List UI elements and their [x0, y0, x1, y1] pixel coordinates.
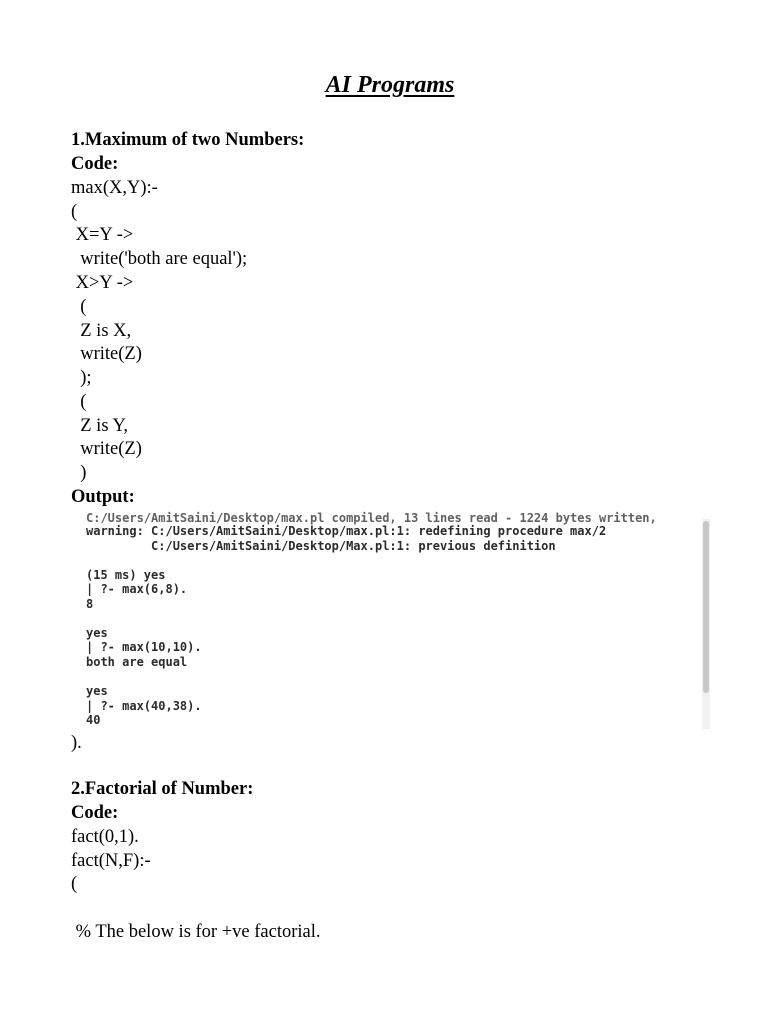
code-line: X=Y -> [71, 225, 134, 245]
terminal-cutoff-line: C:/Users/AmitSaini/Desktop/max.pl compiled, 13 lines read - 1224 bytes written, [86, 511, 664, 525]
terminal-line: | ?- max(10,10). [86, 640, 202, 654]
code-line: X>Y -> [71, 273, 134, 293]
terminal-line: 40 [86, 713, 101, 727]
terminal-line: both are equal [86, 655, 188, 669]
code-line: ( [71, 297, 87, 317]
terminal-line: | ?- max(6,8). [86, 582, 188, 596]
terminal-line: (15 ms) yes [86, 568, 166, 582]
terminal-line: warning: C:/Users/AmitSaini/Desktop/max.pl:1: redefining procedure max/2 [86, 524, 607, 538]
terminal-scrollbar[interactable] [702, 519, 710, 729]
section-2-heading: 2.Factorial of Number: [71, 779, 254, 799]
section-1-closing: ). [71, 733, 82, 753]
code-line: ); [71, 368, 92, 388]
terminal-output-screenshot [70, 511, 710, 729]
section-1-output-label: Output: [71, 487, 135, 507]
section-1-code-label: Code: [71, 154, 119, 174]
terminal-line: yes [86, 684, 108, 698]
section-2-code-label: Code: [71, 803, 119, 823]
code-line: write(Z) [71, 439, 142, 459]
code-line: ) [71, 463, 87, 483]
terminal-line: | ?- max(40,38). [86, 699, 202, 713]
code-line: write('both are equal'); [71, 249, 248, 269]
terminal-line: C:/Users/AmitSaini/Desktop/Max.pl:1: previous definition [86, 539, 556, 553]
code-line: fact(N,F):- [71, 851, 151, 871]
code-line: ( [71, 202, 78, 222]
code-comment: % The below is for +ve factorial. [71, 922, 321, 942]
terminal-scrollbar-thumb[interactable] [703, 521, 709, 693]
section-1-heading: 1.Maximum of two Numbers: [71, 130, 305, 150]
terminal-line: 8 [86, 597, 94, 611]
terminal-line: yes [86, 626, 108, 640]
code-line: ( [71, 874, 78, 894]
code-line: write(Z) [71, 344, 142, 364]
code-line: Z is X, [71, 321, 132, 341]
code-line: fact(0,1). [71, 827, 139, 847]
code-line: Z is Y, [71, 416, 129, 436]
code-line: ( [71, 392, 87, 412]
page-title: AI Programs [325, 72, 455, 98]
code-line: max(X,Y):- [71, 178, 158, 198]
